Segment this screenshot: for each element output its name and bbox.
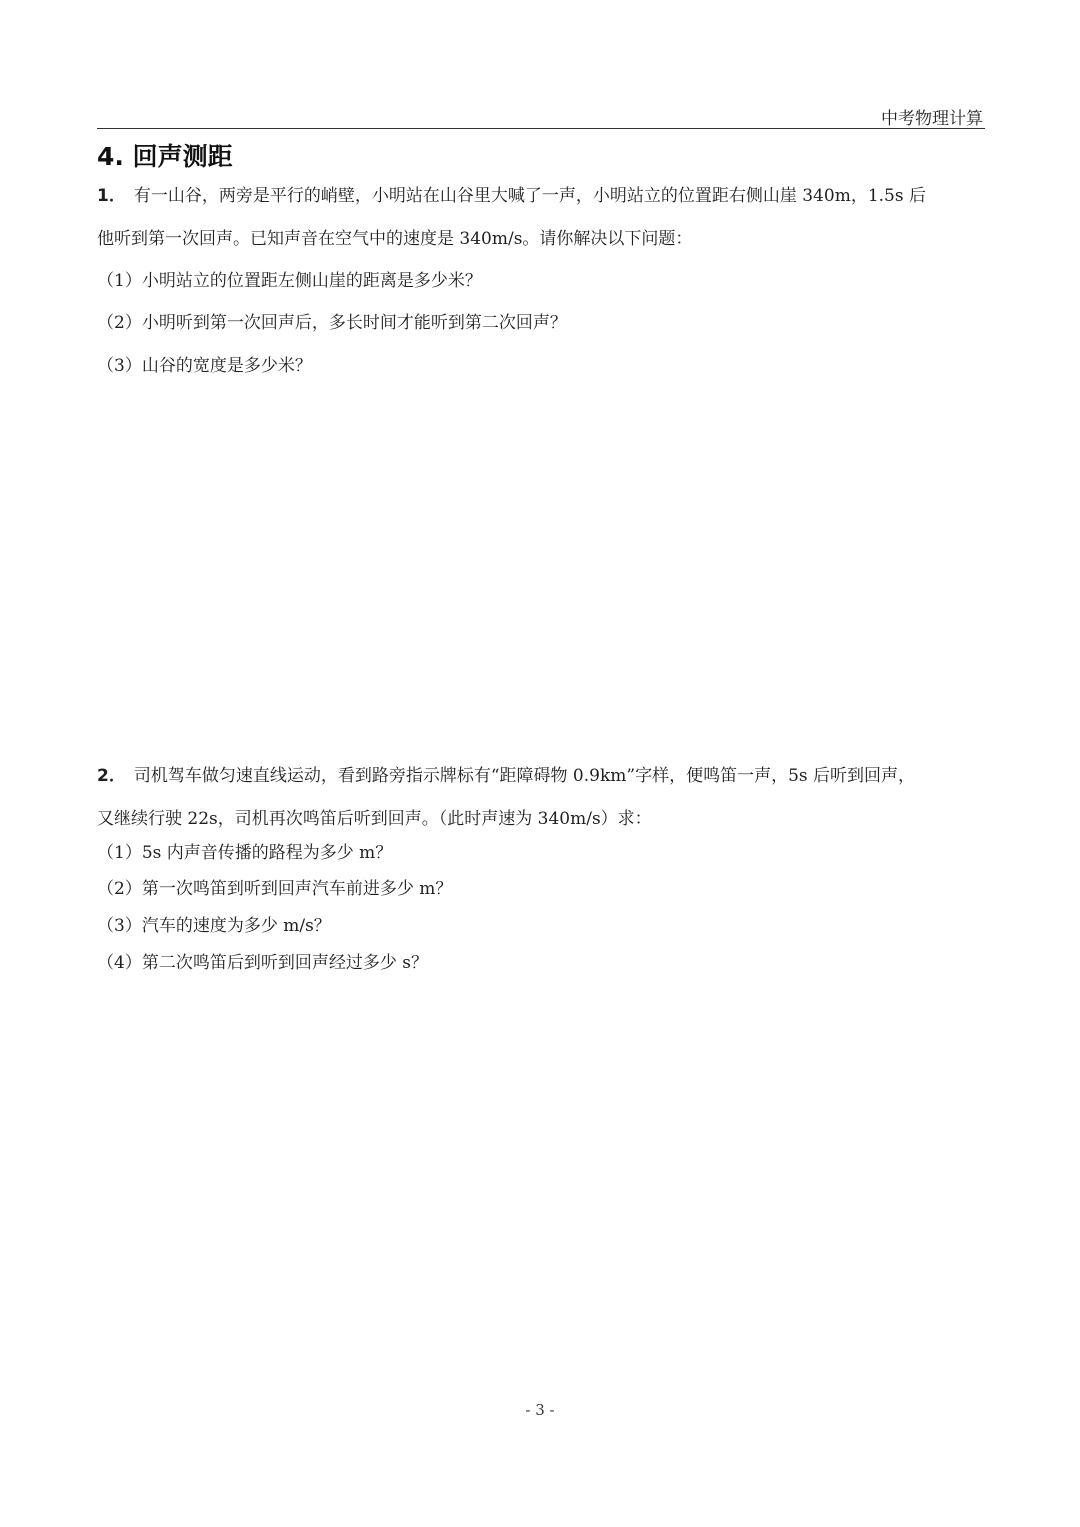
problem-2-question-4: （4）第二次鸣笛后到听到回声经过多少 s？ [97, 953, 428, 973]
problem-2-number: 2． [97, 766, 126, 786]
problem-1-question-1: （1）小明站立的位置距左侧山崖的距离是多少米？ [97, 271, 482, 291]
problem-2-line-2: 又继续行驶 22s，司机再次鸣笛后听到回声。（此时声速为 340m/s）求： [97, 809, 652, 829]
page-header-title: 中考物理计算 [881, 109, 983, 129]
page-number: - 3 - [525, 1401, 555, 1419]
problem-2-question-2: （2）第一次鸣笛到听到回声汽车前进多少 m？ [97, 879, 453, 899]
problem-2-question-1: （1）5s 内声音传播的路程为多少 m？ [97, 843, 393, 863]
problem-2-question-3: （3）汽车的速度为多少 m/s？ [97, 916, 331, 936]
problem-1-question-3: （3）山谷的宽度是多少米？ [97, 356, 312, 376]
problem-1-text-1: 有一山谷，两旁是平行的峭壁，小明站在山谷里大喊了一声，小明站立的位置距右侧山崖 340m，1.5s 后 [133, 186, 926, 206]
problem-1-number: 1． [97, 186, 126, 206]
problem-1-question-2: （2）小明听到第一次回声后，多长时间才能听到第二次回声？ [97, 313, 567, 333]
problem-1-line-2: 他听到第一次回声。已知声音在空气中的速度是 340m/s。请你解决以下问题： [97, 229, 693, 249]
section-title: 4. 回声测距 [97, 142, 233, 171]
problem-1-line-1 [97, 185, 926, 207]
header-divider [97, 128, 985, 129]
problem-2-line-1 [97, 765, 915, 787]
problem-2-text-1: 司机驾车做匀速直线运动，看到路旁指示牌标有“距障碍物 0.9km”字样，便鸣笛一声，5s 后听到回声， [133, 766, 916, 786]
